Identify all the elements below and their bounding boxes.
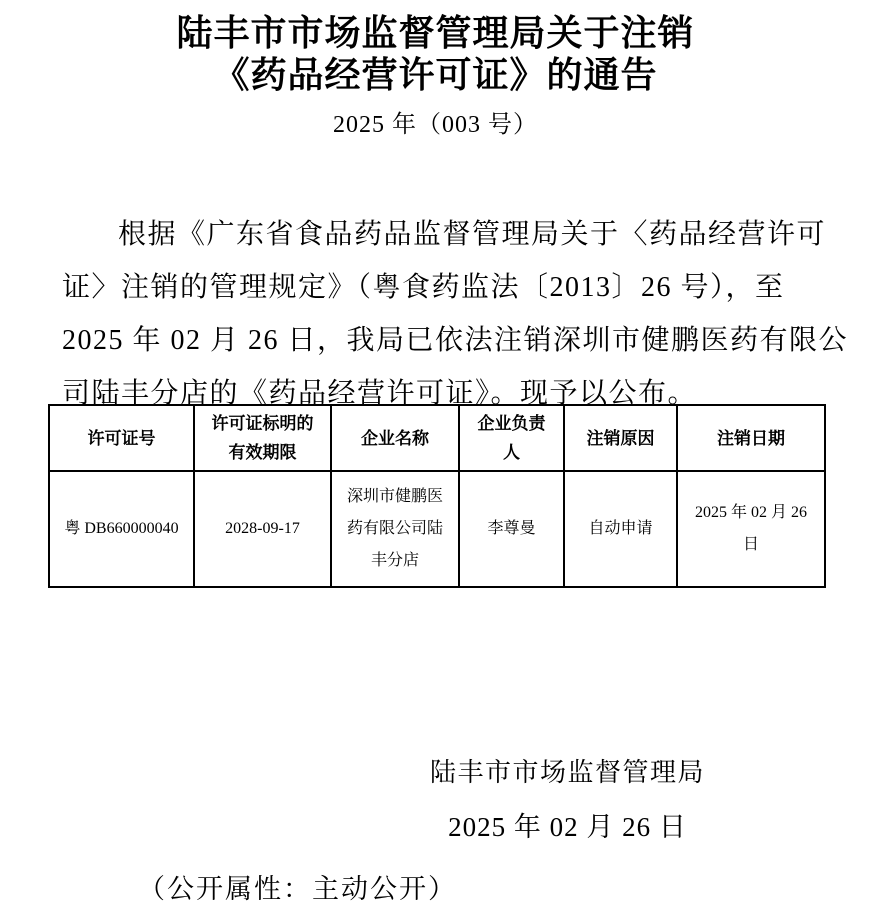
cell-cancel-date: 2025 年 02 月 26 日 (677, 471, 825, 587)
signature-org: 陆丰市市场监督管理局 (429, 758, 705, 787)
table-header-validity: 许可证标明的有效期限 (194, 405, 331, 471)
paragraph-line: 司陆丰分店的《药品经营许可证》。现予以公布。 (62, 378, 698, 409)
cell-company-head: 李尊曼 (459, 471, 564, 587)
signature-block (264, 756, 871, 844)
paragraph-line: 根据《广东省食品药品监督管理局关于〈药品经营许可 (118, 219, 827, 250)
table-header-company-head: 企业负责人 (459, 405, 564, 471)
cell-cancel-reason: 自动申请 (564, 471, 677, 587)
notice-title (0, 0, 871, 96)
paragraph-line: 2025 年 02 月 26 日，我局已依法注销深圳市健鹏医药有限公 (62, 325, 849, 356)
table-header-cancel-reason: 注销原因 (564, 405, 677, 471)
body-paragraph (0, 208, 871, 420)
notice-title-line1: 陆丰市市场监督管理局关于注销 (176, 13, 695, 53)
signature-date: 2025 年 02 月 26 日 (448, 812, 687, 842)
cell-validity: 2028-09-17 (194, 471, 331, 587)
table-row (49, 471, 825, 587)
license-table (48, 404, 826, 588)
issue-number: 2025 年（003 号） (333, 112, 538, 138)
cell-license-no: 粤 DB660000040 (49, 471, 194, 587)
table-header-company-name: 企业名称 (331, 405, 459, 471)
publicity-note: （公开属性：主动公开） (138, 874, 457, 904)
paragraph-line: 证〉注销的管理规定》（粤食药监法〔2013〕26 号），至 (62, 272, 785, 303)
cell-company-name: 深圳市健鹏医药有限公司陆丰分店 (331, 471, 459, 587)
table-header-license-no: 许可证号 (49, 405, 194, 471)
license-table-wrap (48, 404, 824, 588)
table-header-cancel-date: 注销日期 (677, 405, 825, 471)
notice-title-line2: 《药品经营许可证》的通告 (213, 55, 658, 95)
